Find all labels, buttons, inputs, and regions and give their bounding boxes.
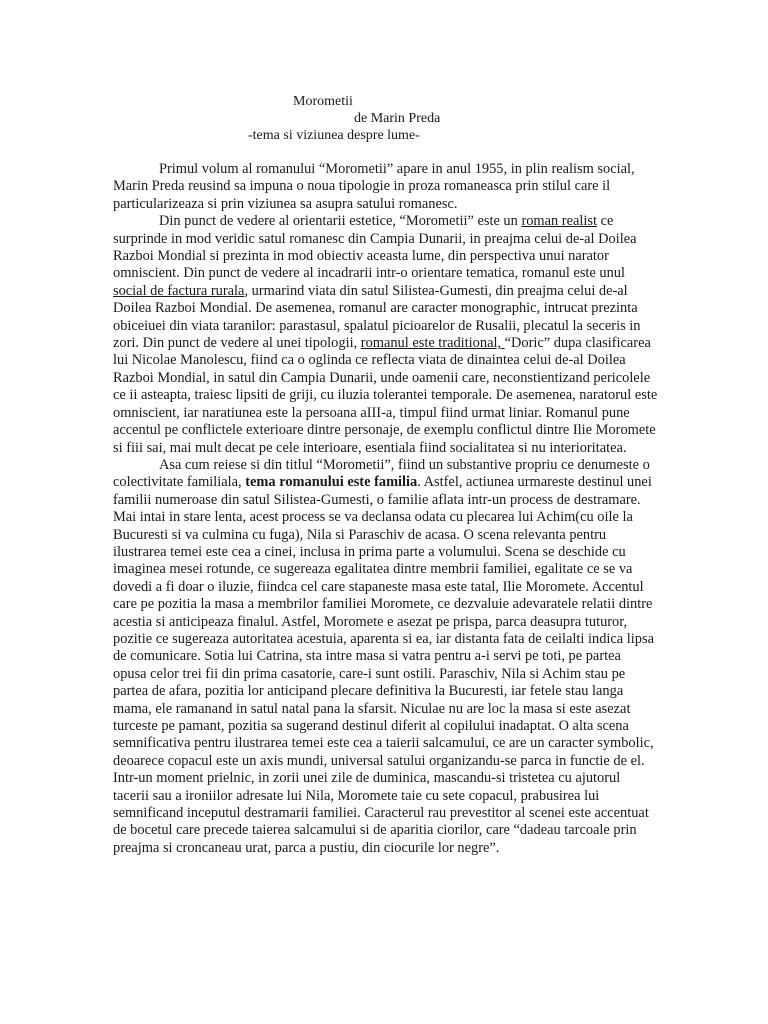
paragraph-text: ce surprinde in mod veridic satul romanesc din Campia Dunarii, in preajma celui de-al Doilea Razboi Mondial si prezinta in mod obiectiv aceasta lume, din perspectiva unui narator omniscient. Din punct de vedere al incadrarii intr-o orientare tematica, romanul este unul [113,213,637,282]
paragraph-text: Asa cum reiese si din titlul “Morometii”, fiind un substantive propriu ce denumeste o colectivitate familiala, [113,456,650,491]
bold-term-theme: tema romanului este familia [245,474,418,491]
paragraph-theme [113,457,658,857]
document-subtitle: -tema si viziunea despre lume- [248,128,420,143]
paragraph-text: . Astfel, actiunea urmareste destinul unei familii numeroase din satul Silistea-Gumesti, o familie aflata intr-un process de destramare. Mai intai in stare lenta, acest process se va declansa odata cu plecarea lui Achim(cu oile la Bucuresti si va culmina cu fuga), Nila si Paraschiv de acasa. O scena relevanta pentru ilustrarea temei este cea a cinei, inclusa in prima parte a volumului. Scena se deschide cu imaginea mesei rotunde, ce sugereaza egalitatea dintre membrii familiei, egalitate ce se va dovedi a fi doar o iluzie, fiindca cel care stapaneste masa este tatal, Ilie Moromete. Accentul care pe pozitia la masa a membrilor familiei Moromete, ce dezvaluie adevaratele relatii dintre acestia si anticipeaza finalul. Astfel, Moromete e asezat pe prispa, parca deasupra tuturor, pozitie ce sugereaza autoritatea acestuia, aparenta si ea, iar distanta fata de ceilalti indica lipsa de comunicare. Sotia lui Catrina, sta intre masa si vatra pentru a-i servi pe toti, pe partea opusa celor trei fii din prima casatorie, care-i sunt ostili. Paraschiv, Nila si Achim stau pe partea de afara, pozitia lor anticipand plecare definitiva la Bucuresti, iar fetele stau langa mama, ele ramanand in satul natal pana la sfarsit. Niculae nu are loc la masa si este asezat turceste pe pamant, pozitia sa sugerand destinul diferit al copilului inadaptat. O alta scena semnificativa pentru ilustrarea temei este cea a taierii salcamului, ce are un caracter symbolic, deoarece copacul este un axis mundi, universal satului organizandu-se parca in functie de el. Intr-un moment prielnic, in zorii unei zile de duminica, mascandu-si tristetea cu ajutorul tacerii sau a ironiilor adresate lui Nila, Moromete taie cu sete copacul, prabusirea lui semnificand inceputul destramarii familiei. Caracterul rau prevestitor al scenei este accentuat de bocetul care precede taierea salcamului si de aparitia ciorilor, care “dadeau tarcoale prin preajma si croncaneau urat, parca a pustiu, din ciocurile lor negre”. [113,474,654,856]
document-body [113,161,658,857]
document-title: Morometii [293,94,353,109]
document-author: de Marin Preda [354,111,441,126]
paragraph-intro [113,161,658,213]
paragraph-text: Primul volum al romanului “Morometii” apare in anul 1955, in plin realism social, Marin Preda reusind sa impuna o noua tipologie in proza romaneasca prin stilul care il particularizeaza si prin viziunea sa asupra satului romanesc. [113,161,635,212]
paragraph-text: Din punct de vedere al orientarii estetice, “Morometii” este un [159,213,522,230]
paragraph-text: , urmarind viata din satul Silistea-Gumesti, din preajma celui de-al Doilea Razboi Mondial. De asemenea, romanul are caracter monographic, intrucat prezinta obiceiuei din viata taranilor: parastasul, spalatul picioarelor de Rusalii, plecatul la seceris in zori. Din punct de vedere al unei tipologii, [113,282,641,352]
underlined-term-traditional: romanul este traditional, [360,335,505,352]
paragraph-text: “Doric” dupa clasificarea lui Nicolae Manolescu, fiind ca o oglinda ce reflecta viata de dinaintea celui de-al Doilea Razboi Mondial, in satul din Campia Dunarii, unde oamenii care, neconstientizand pericolele ce ii asteapta, traiesc lipsiti de griji, cu iluzia tolerantei temporale. De asemenea, naratorul este omniscient, iar naratiunea este la persoana aIII-a, timpul fiind urmat liniar. Romanul pune accentul pe conflictele exterioare dintre personaje, de exemplu conflictul dintre Ilie Moromete si fiii sai, mai mult decat pe cele interioare, esentiala fiind socialitatea si nu interioritatea. [113,335,658,456]
underlined-term-roman-realist: roman realist [521,213,597,230]
paragraph-aesthetic-orientation [113,213,658,457]
underlined-term-social-rural: social de factura rurala [113,282,245,299]
